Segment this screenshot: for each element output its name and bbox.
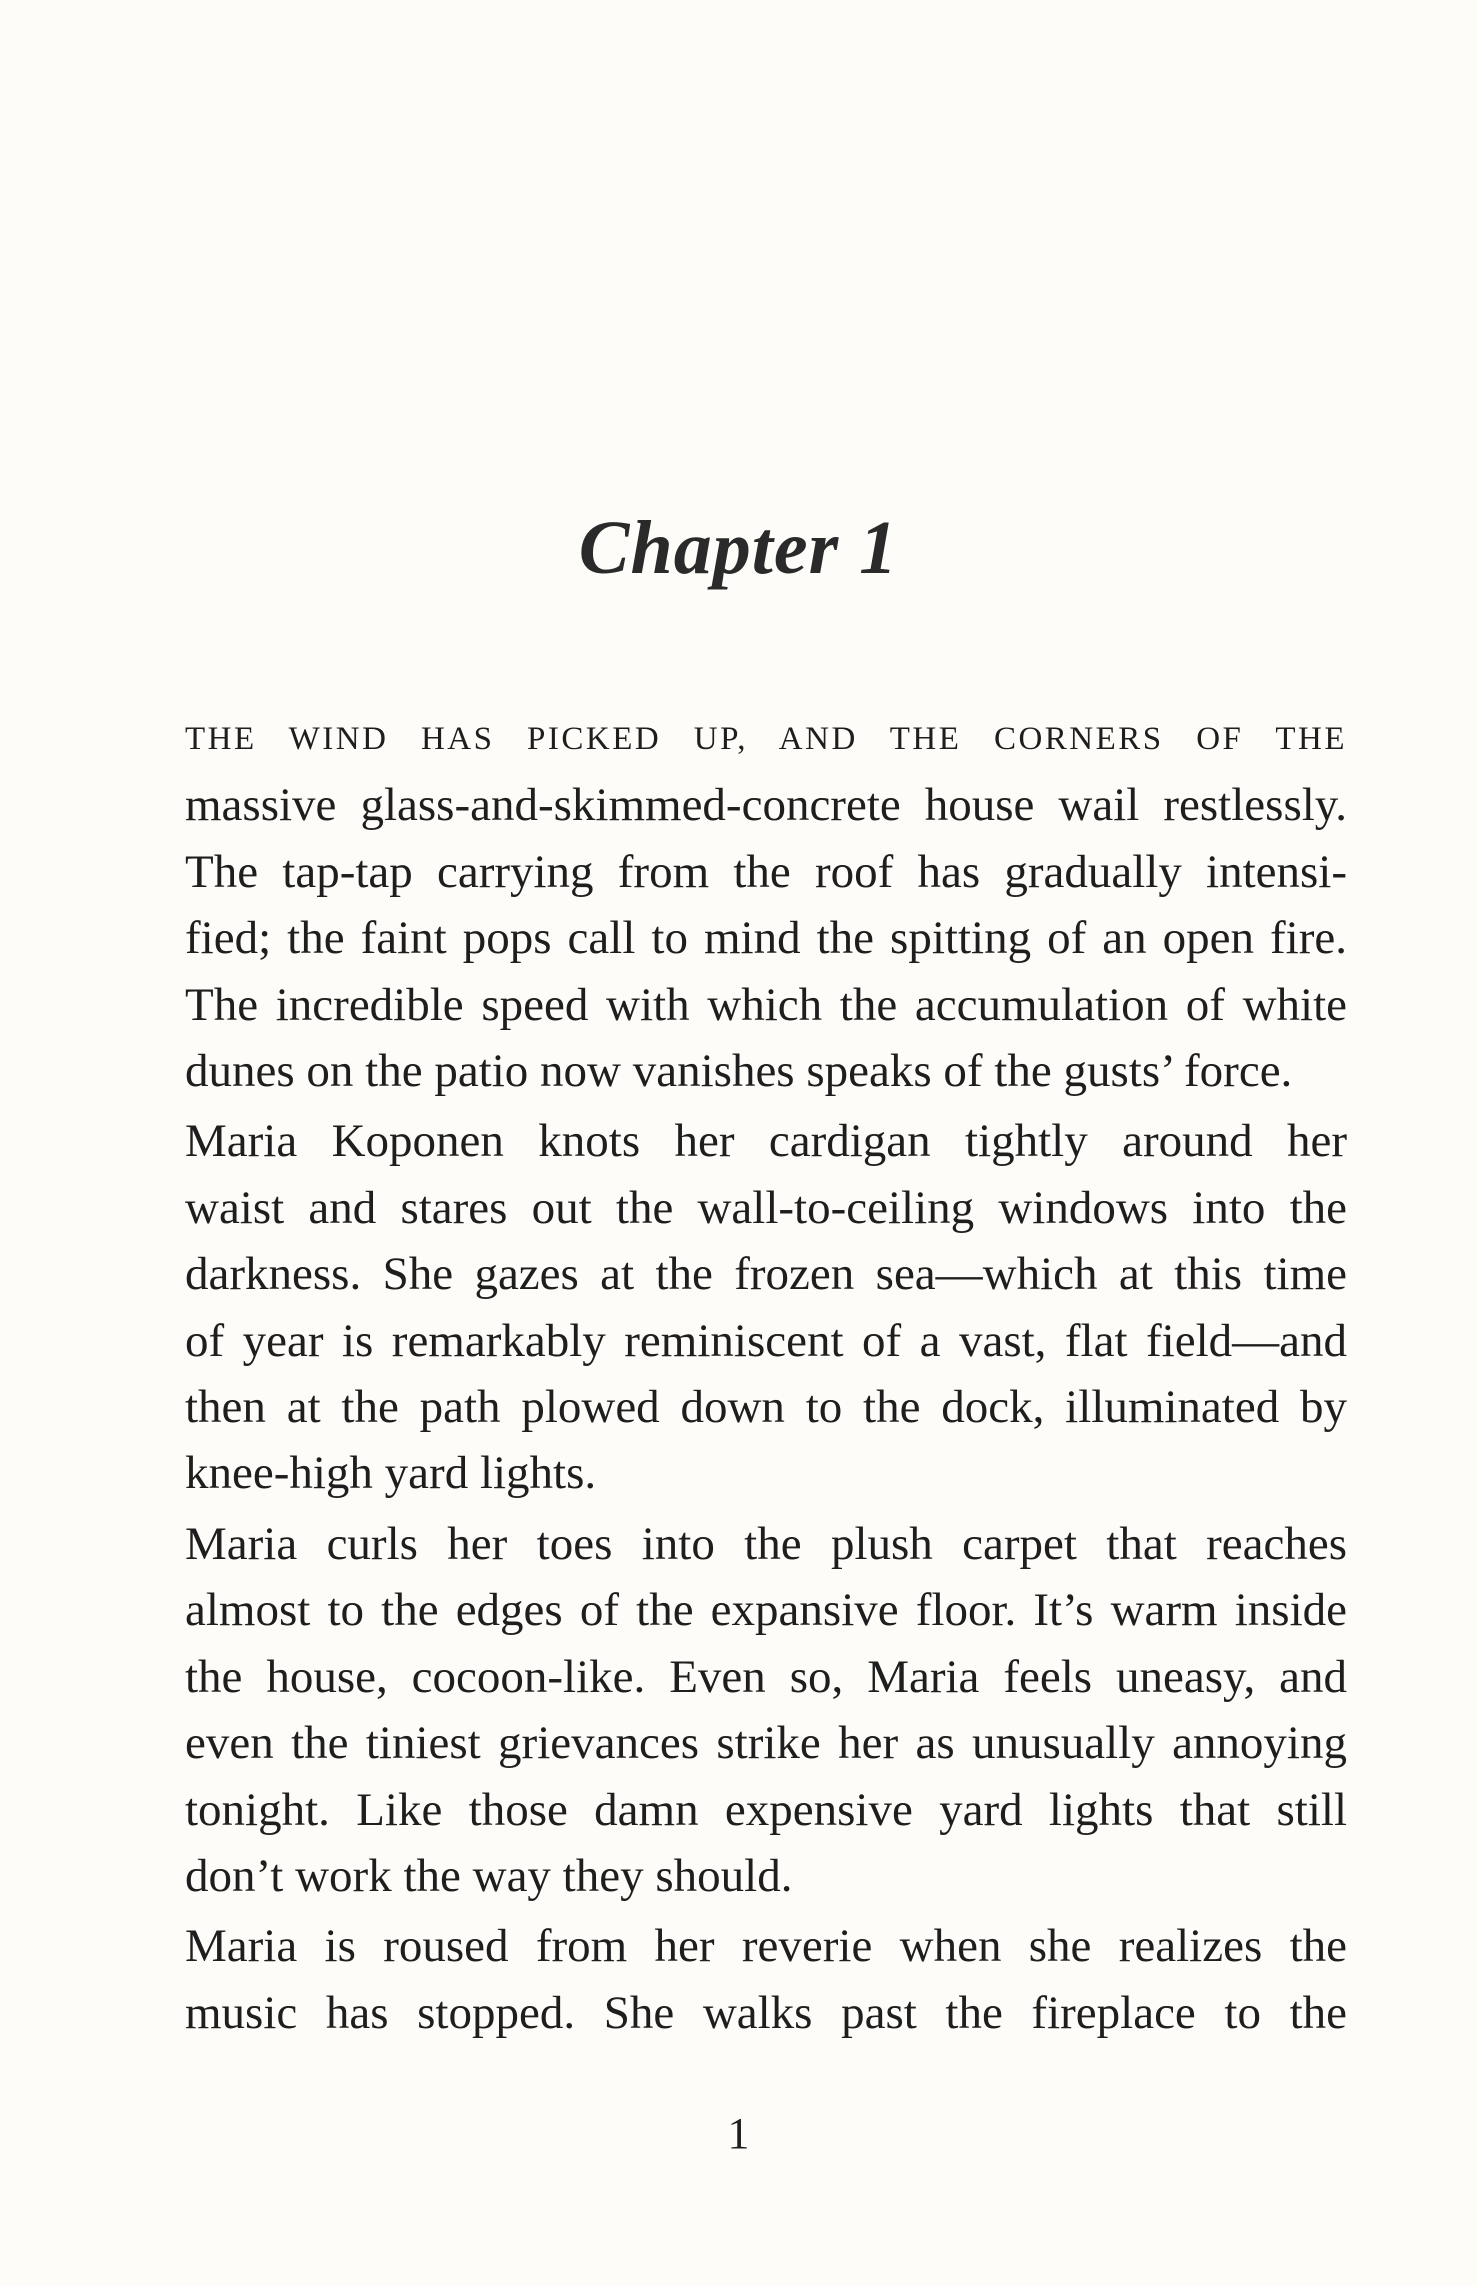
text-line: Maria Koponen knots her cardigan tightly around her — [185, 1115, 1347, 1168]
page-number: 1 — [727, 2109, 750, 2158]
text-line: darkness. She gazes at the frozen sea—which at this time — [185, 1248, 1347, 1301]
text-line: THE WIND HAS PICKED UP, AND THE CORNERS OF THE — [185, 721, 1347, 757]
text-line: don’t work the way they should. — [185, 1849, 793, 1902]
text-line: Maria is roused from her reverie when she realizes the — [185, 1920, 1347, 1973]
text-line: The incredible speed with which the accumulation of white — [185, 978, 1347, 1031]
text-line: tonight. Like those damn expensive yard lights that still — [185, 1783, 1347, 1836]
text-line: music has stopped. She walks past the fireplace to the — [185, 1986, 1347, 2039]
paragraph-3 — [185, 1511, 1347, 1909]
text-line: waist and stares out the wall-to-ceiling windows into the — [185, 1181, 1347, 1234]
chapter-heading: Chapter 1 — [578, 505, 899, 590]
text-line: knee-high yard lights. — [185, 1447, 597, 1500]
text-line: massive glass-and-skimmed-concrete house wail restlessly. — [185, 779, 1347, 832]
text-line: then at the path plowed down to the dock, illuminated by — [185, 1381, 1347, 1434]
paragraph-2 — [185, 1108, 1347, 1506]
text-line: fied; the faint pops call to mind the spitting of an open fire. — [185, 912, 1347, 965]
text-line: The tap-tap carrying from the roof has gradually intensi- — [185, 845, 1347, 898]
text-line: of year is remarkably reminiscent of a vast, flat field—and — [185, 1314, 1347, 1367]
paragraph-4 — [185, 1913, 1347, 2046]
text-line: the house, cocoon-like. Even so, Maria feels uneasy, and — [185, 1650, 1347, 1703]
text-line: dunes on the patio now vanishes speaks of the gusts’ force. — [185, 1045, 1293, 1098]
paragraph-1 — [185, 706, 1347, 1104]
body-text — [185, 706, 1347, 2046]
text-line: almost to the edges of the expansive floor. It’s warm inside — [185, 1584, 1347, 1637]
text-line: even the tiniest grievances strike her as unusually annoying — [185, 1717, 1347, 1770]
text-line: Maria curls her toes into the plush carpet that reaches — [185, 1517, 1347, 1570]
